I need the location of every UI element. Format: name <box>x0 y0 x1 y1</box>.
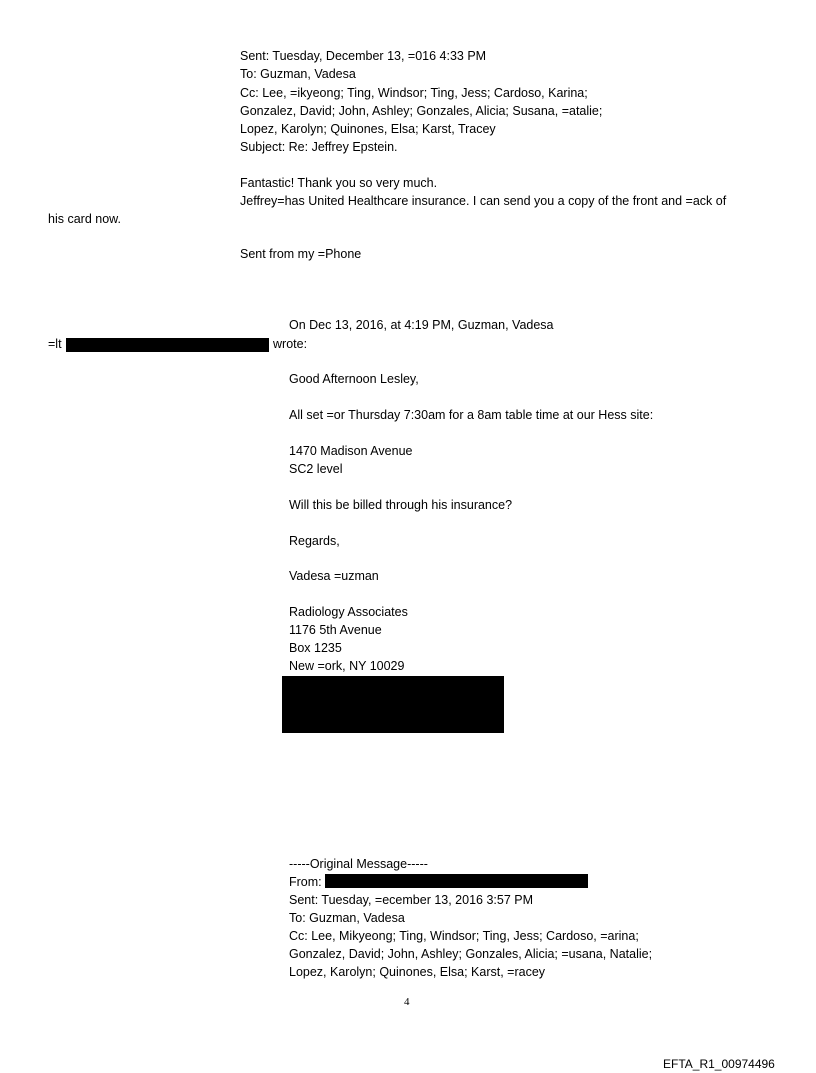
quoted-question: Will this be billed through his insurance? <box>289 498 513 512</box>
org-line-2: 1176 5th Avenue <box>289 623 382 637</box>
original-to: To: Guzman, Vadesa <box>289 911 405 925</box>
org-line-1: Radiology Associates <box>289 605 408 619</box>
bates-number: EFTA_R1_00974496 <box>663 1057 775 1071</box>
original-sent: Sent: Tuesday, =ecember 13, 2016 3:57 PM <box>289 893 534 907</box>
reply-line-2: Jeffrey=has United Healthcare insurance. I can send you a copy of the front and =ack of <box>240 194 727 208</box>
original-cc-1: Cc: Lee, Mikyeong; Ting, Windsor; Ting, Jess; Cardoso, =arina; <box>289 929 639 943</box>
reply-line-3: his card now. <box>48 212 121 226</box>
redaction-email <box>66 338 269 352</box>
redaction-from <box>325 874 588 888</box>
subject-line: Subject: Re: Jeffrey Epstein. <box>240 140 398 154</box>
original-from-label: From: <box>289 875 322 889</box>
to-line: To: Guzman, Vadesa <box>240 67 356 81</box>
original-cc-3: Lopez, Karolyn; Quinones, Elsa; Karst, =racey <box>289 965 546 979</box>
address-line-1: 1470 Madison Avenue <box>289 444 413 458</box>
original-divider: -----Original Message----- <box>289 857 428 871</box>
page-number: 4 <box>404 996 410 1008</box>
cc-line-1: Cc: Lee, =ikyeong; Ting, Windsor; Ting, Jess; Cardoso, Karina; <box>240 86 588 100</box>
reply-signature: Sent from my =Phone <box>240 247 362 261</box>
quoted-from-prefix: =lt <box>48 337 62 351</box>
quoted-name: Vadesa =uzman <box>289 569 379 583</box>
address-line-2: SC2 level <box>289 462 343 476</box>
quoted-wrote: wrote: <box>273 337 308 351</box>
quoted-regards: Regards, <box>289 534 340 548</box>
cc-line-3: Lopez, Karolyn; Quinones, Elsa; Karst, Tracey <box>240 122 496 136</box>
org-line-3: Box 1235 <box>289 641 342 655</box>
quoted-greeting: Good Afternoon Lesley, <box>289 372 419 386</box>
reply-line-1: Fantastic! Thank you so very much. <box>240 176 438 190</box>
sent-line: Sent: Tuesday, December 13, =016 4:33 PM <box>240 49 487 63</box>
org-line-4: New =ork, NY 10029 <box>289 659 405 673</box>
quoted-body-1: All set =or Thursday 7:30am for a 8am table time at our Hess site: <box>289 408 654 422</box>
redaction-contact-block <box>282 676 504 733</box>
original-cc-2: Gonzalez, David; John, Ashley; Gonzales, Alicia; =usana, Natalie; <box>289 947 653 961</box>
cc-line-2: Gonzalez, David; John, Ashley; Gonzales, Alicia; Susana, =atalie; <box>240 104 603 118</box>
quoted-intro: On Dec 13, 2016, at 4:19 PM, Guzman, Vadesa <box>289 318 554 332</box>
